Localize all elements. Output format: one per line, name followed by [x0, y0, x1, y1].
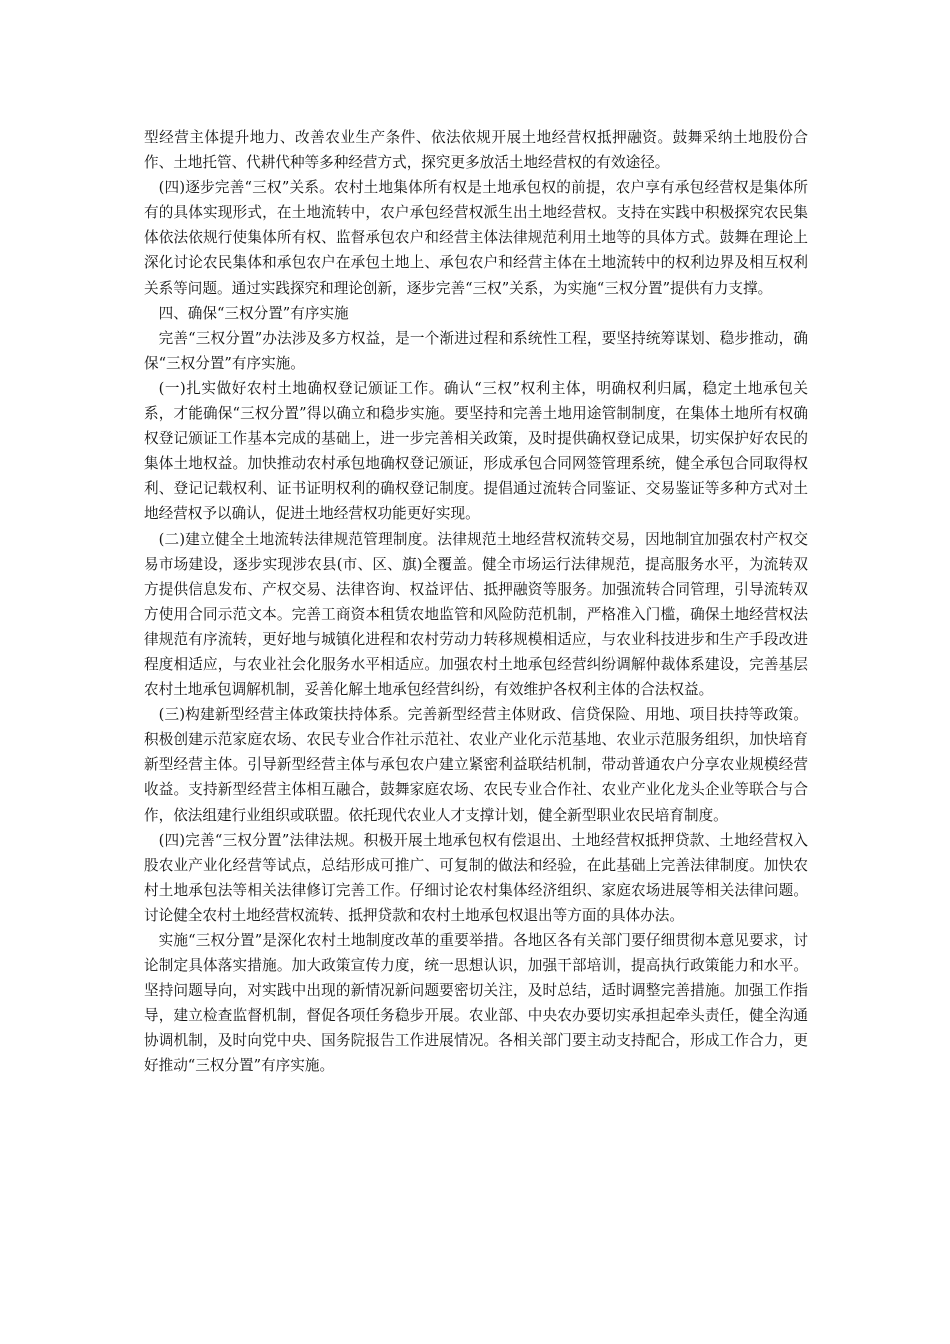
paragraph-continuation: 型经营主体提升地力、改善农业生产条件、依法依规开展土地经营权抵押融资。鼓舞采纳土地股份合作、土地托管、代耕代种等多种经营方式，探究更多放活土地经营权的有效途径。	[144, 129, 808, 172]
paragraph-item-two: (二)建立健全土地流转法律规范管理制度。法律规范土地经营权流转交易，因地制宜加强农村产权交易市场建设，逐步实现涉农县(市、区、旗)全覆盖。健全市场运行法律规范，提高服务水平，为流转双方提供信息发布、产权交易、法律咨询、权益评估、抵押融资等服务。加强流转合同管理，引导流转双方使用合同示范文本。完善工商资本租赁农地监管和风险防范机制，严格准入门槛，确保土地经营权法律规范有序流转，更好地与城镇化进程和农村劳动力转移规模相适应，与农业科技进步和生产手段改进程度相适应，与农业社会化服务水平相适应。加强农村土地承包经营纠纷调解仲裁体系建设，完善基层农村土地承包调解机制，妥善化解土地承包经营纠纷，有效维护各权利主体的合法权益。	[144, 530, 808, 699]
section-heading-four: 四、确保“三权分置”有序实施	[158, 304, 349, 322]
paragraph-item-four: (四)完善“三权分置”法律法规。积极开展土地承包权有偿退出、土地经营权抵押贷款、土地经营权入股农业产业化经营等试点，总结形成可推广、可复制的做法和经验，在此基础上完善法律制度。加快农村土地承包法等相关法律修订完善工作。仔细讨论农村集体经济组织、家庭农场进展等相关法律问题。讨论健全农村土地经营权流转、抵押贷款和农村土地承包权退出等方面的具体办法。	[144, 831, 808, 924]
paragraph-section-four-intro: 完善“三权分置”办法涉及多方权益，是一个渐进过程和系统性工程，要坚持统筹谋划、稳步推动，确保“三权分置”有序实施。	[144, 329, 808, 372]
paragraph-closing: 实施“三权分置”是深化农村土地制度改革的重要举措。各地区各有关部门要仔细贯彻本意见要求，讨论制定具体落实措施。加大政策宣传力度，统一思想认识，加强干部培训，提高执行政策能力和水平。坚持问题导向，对实践中出现的新情况新问题要密切关注，及时总结，适时调整完善措施。加强工作指导，建立检查监督机制，督促各项任务稳步开展。农业部、中央农办要切实承担起牵头责任，健全沟通协调机制，及时向党中央、国务院报告工作进展情况。各相关部门要主动支持配合，形成工作合力，更好推动“三权分置”有序实施。	[144, 932, 808, 1075]
paragraph-three-rights-relation: (四)逐步完善“三权”关系。农村土地集体所有权是土地承包权的前提，农户享有承包经营权是集体所有的具体实现形式，在土地流转中，农户承包经营权派生出土地经营权。支持在实践中积极探究农民集体依法依规行使集体所有权、监督承包农户和经营主体法律规范利用土地等的具体方式。鼓舞在理论上深化讨论农民集体和承包农户在承包土地上、承包农户和经营主体在土地流转中的权利边界及相互权利关系等问题。通过实践探究和理论创新，逐步完善“三权”关系，为实施“三权分置”提供有力支撑。	[144, 179, 808, 297]
document-page	[144, 125, 808, 1079]
paragraph-item-three: (三)构建新型经营主体政策扶持体系。完善新型经营主体财政、信贷保险、用地、项目扶持等政策。积极创建示范家庭农场、农民专业合作社示范社、农业产业化示范基地、农业示范服务组织，加快培育新型经营主体。引导新型经营主体与承包农户建立紧密利益联结机制，带动普通农户分享农业规模经营收益。支持新型经营主体相互融合，鼓舞家庭农场、农民专业合作社、农业产业化龙头企业等联合与合作，依法组建行业组织或联盟。依托现代农业人才支撑计划，健全新型职业农民培育制度。	[144, 706, 808, 824]
paragraph-item-one: (一)扎实做好农村土地确权登记颁证工作。确认“三权”权利主体，明确权利归属，稳定土地承包关系，才能确保“三权分置”得以确立和稳步实施。要坚持和完善土地用途管制制度，在集体土地所有权确权登记颁证工作基本完成的基础上，进一步完善相关政策，及时提供确权登记成果，切实保护好农民的集体土地权益。加快推动农村承包地确权登记颁证，形成承包合同网签管理系统，健全承包合同取得权利、登记记载权利、证书证明权利的确权登记制度。提倡通过流转合同鉴证、交易鉴证等多种方式对土地经营权予以确认，促进土地经营权功能更好实现。	[144, 379, 808, 523]
